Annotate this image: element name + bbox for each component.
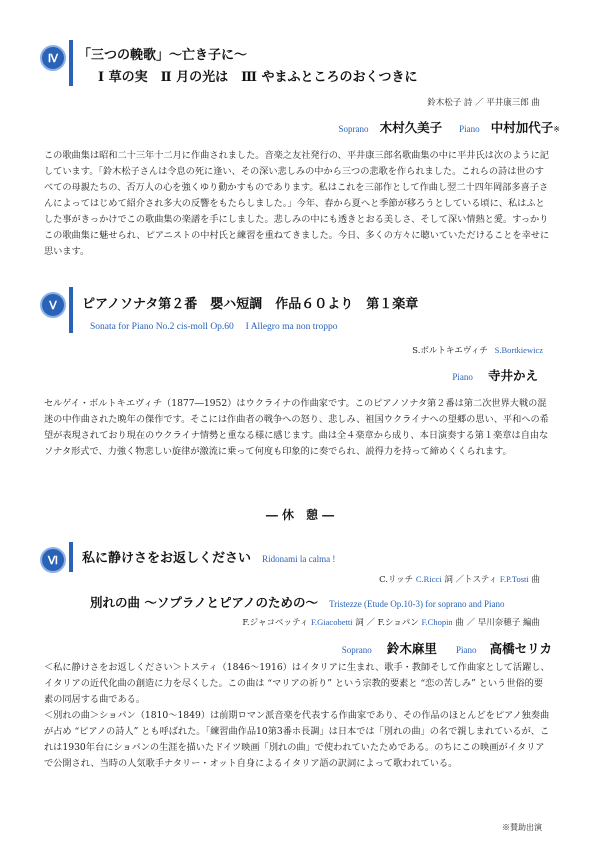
song2-title-row: [90, 592, 504, 611]
section-4-bar: [69, 40, 73, 86]
section-4-performers: [338, 117, 560, 136]
section-5-composer: [412, 344, 543, 356]
section-4-credit: 鈴木松子 詩 ／ 平井康三郎 曲: [427, 98, 540, 108]
piano-name: 中村加代子: [490, 120, 554, 135]
composer-en: S.Bortkiewicz: [494, 345, 543, 355]
song1-title: 私に静けさをお返しください: [82, 551, 252, 566]
piano-label: Piano: [459, 124, 480, 134]
lyricist2-en: F.Giacobetti: [310, 617, 353, 627]
piano-name: 高橋セリカ: [489, 641, 552, 656]
section-5-performers: [452, 365, 538, 384]
section-4-badge: Ⅳ: [40, 45, 66, 71]
section-4-subtitle: Ⅰ 草の実 Ⅱ 月の光は Ⅲ やまふところのおくつきに: [98, 70, 418, 85]
piano-name: 寺井かえ: [487, 368, 538, 383]
section-5-title: ピアノソナタ第２番 嬰ハ短調 作品６０より 第１楽章: [82, 297, 419, 312]
guest-mark: ※: [553, 125, 560, 134]
section-4-body: この歌曲集は昭和二十三年十二月に作曲されました。音楽之友社発行の、平井康三郎名歌曲集の中に平井氏は次のように記しています。「鈴木松子さんは令息の死に逢い、その深い悲しみの中から三つの悲歌を作られました。これらの詩は世のすべての母親たちの、否万人の心を強くゆり動かすものであります。私はこれを三部作として作曲し翌二十四年岡部多喜子さんによってはじめて紹介され多大の反響をもたらしました。」今年、春から夏へと季節が移ろうとしている頃に、私はふとした事がきっかけでこの歌曲集の楽譜を手にしました。悲しみの中にも透きとおる美しさ、そして深い情熱と愛。すっかりこの歌曲集に魅せられ、ピアニストの中村氏と練習を重ねてきました。今日、多くの方々に聴いていただけることを幸せに思います。: [44, 150, 550, 257]
soprano-label: Soprano: [338, 124, 369, 134]
footnote: ※賛助出演: [502, 823, 542, 832]
section-5-body: セルゲイ・ボルトキエヴィチ（1877―1952）はウクライナの作曲家です。このピアノソナタ第２番は第二次世界大戦の混迷の中作曲された晩年の傑作です。そこには作曲者の戦争への怒り、悲しみ、祖国ウクライナへの望郷の思い、平和への希望が表現されており現在のウクライナ情勢と重なる様に感じます。曲は全４楽章から成り、本日演奏する第１楽章は自由なソナタ形式で、力強く物悲しい旋律が激流に乗って何度も印象的に奏でられ、説得力を持って締めくくられます。: [44, 398, 549, 457]
song2-title-en: Tristezze (Etude Op.10-3) for soprano and Piano: [329, 599, 505, 609]
section-6-performers: [342, 638, 552, 657]
piano-label: Piano: [456, 645, 477, 655]
composer1-en: F.P.Tosti: [499, 574, 529, 584]
section-6-badge: Ⅵ: [40, 547, 66, 573]
credit1-mid: 詞 ／トスティ: [444, 575, 498, 585]
song1-title-en: Ridonami la calma !: [262, 554, 336, 564]
section-5-badge: Ⅴ: [40, 292, 66, 318]
intermission: ― 休 憩 ―: [265, 508, 335, 522]
credit2-end: 曲 ／ 早川奈穂子 編曲: [455, 618, 540, 628]
credit2-mid: 詞 ／ F.ショパン: [355, 618, 419, 628]
section-6-body-1: ＜私に静けさをお返しください＞トスティ（1846～1916）はイタリアに生まれ、歌手・教師そして作曲家として活躍し、イタリアの近代化曲の創造に力を尽くした。この曲は “マリアの祈り” という宗教的要素と “恋の苦しみ” という世俗的要素の同居する曲である。: [44, 662, 550, 705]
section-6-body-2: ＜別れの曲＞ショパン（1810～1849）は前期ロマン派音楽を代表する作曲家であり、その作品のほとんどをピアノ独奏曲が占め “ピアノの詩人” とも呼ばれた。「練習曲作品10第3番ホ長調」は日本では「別れの曲」の名で親しまれているが、これは1930年台にショパンの生涯を描いたドイツ映画「別れの曲」で使われていたためである。のちにこの映画がイタリアで公開され、当時の人気歌手ナタリー・オット自身によるイタリア語の訳詞によって歌われている。: [44, 710, 550, 769]
composer-jp: S.ボルトキエヴィチ: [412, 346, 488, 356]
lyricist-en: C.Ricci: [415, 574, 442, 584]
soprano-name: 木村久美子: [379, 120, 443, 135]
credit1-end: 曲: [531, 575, 540, 585]
soprano-name: 鈴木麻里: [386, 641, 437, 656]
song1-credit: [379, 573, 540, 585]
song2-credit: [242, 616, 540, 628]
song2-title: 別れの曲 ～ソプラノとピアノのための～: [90, 595, 318, 610]
soprano-label: Soprano: [341, 645, 372, 655]
section-6-bar: [69, 542, 73, 572]
lyricist2-jp: F.ジャコベッティ: [242, 618, 309, 628]
section-6-title-row: [82, 547, 335, 566]
composer2-en: F.Chopin: [421, 617, 453, 627]
section-4-title: 「三つの輓歌」～亡き子に～: [78, 48, 248, 63]
lyricist-jp: C.リッチ: [379, 575, 414, 585]
section-5-subtitle: Sonata for Piano No.2 cis-moll Op.60 I Allegro ma non troppo: [90, 322, 338, 332]
piano-label: Piano: [452, 372, 473, 382]
section-5-bar: [69, 287, 73, 333]
